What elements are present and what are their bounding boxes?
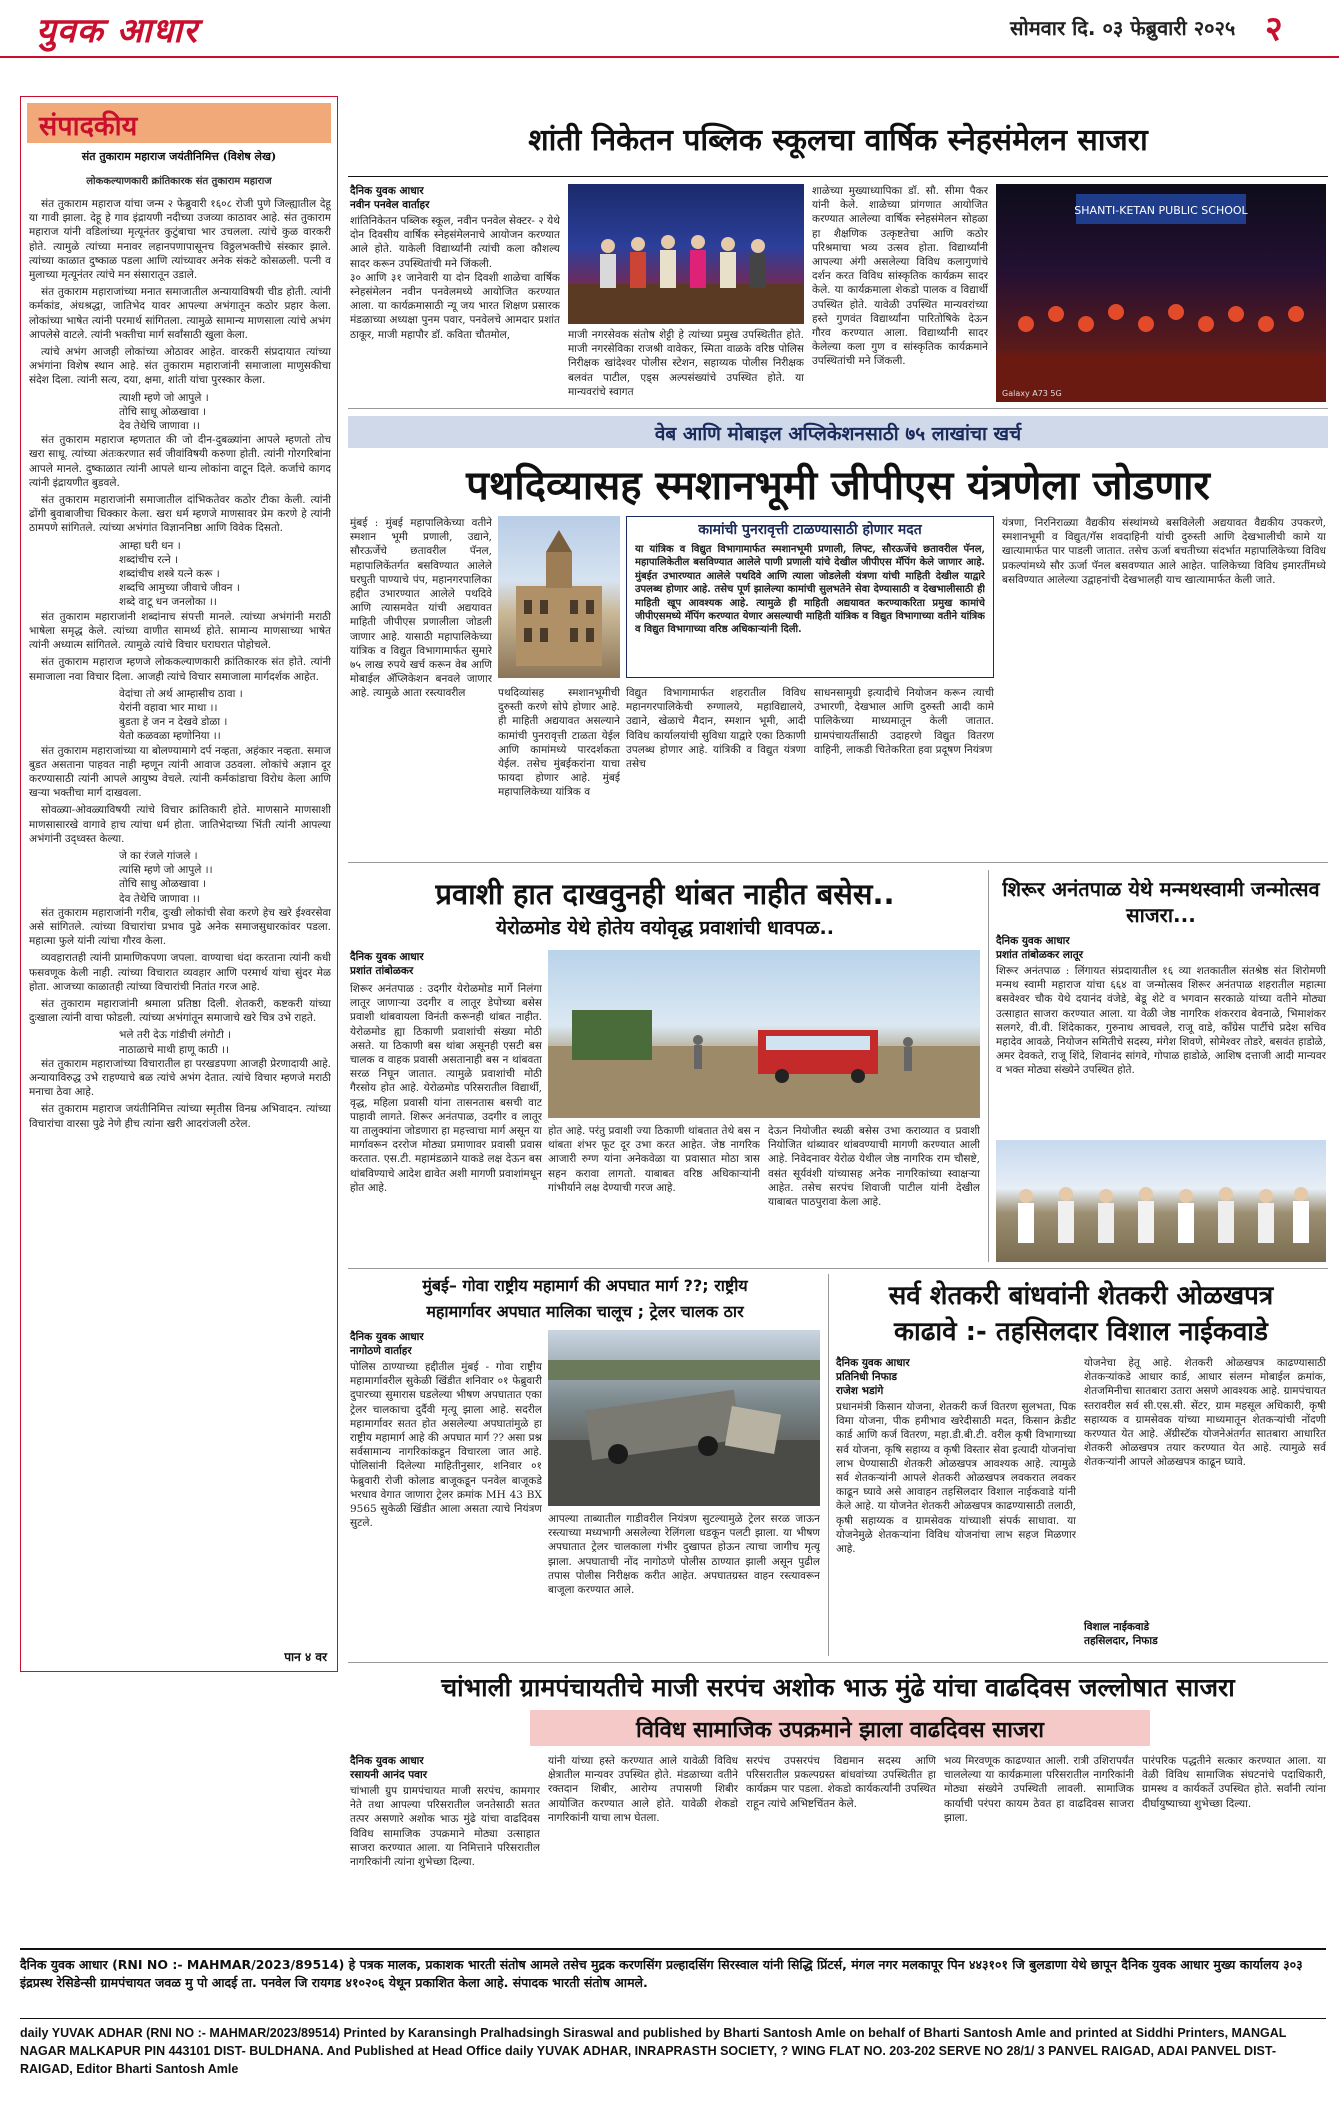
editorial-paragraph: सोवळ्या-ओवळ्याविषयी त्यांचे विचार क्रांतिकारी होते. माणसाने माणसाशी माणसासारखे वागावे हाच त्यांचा धर्म होता. जातिभेदाच्या भिंती त्यांनी आपल्या अभंगांनी उद्ध्वस्त केल्या. <box>29 804 331 845</box>
overturned-truck-icon <box>548 1330 820 1506</box>
gps-col3: विद्युत विभागामार्फत शहरातील विविध महानगरपालिकेची रुग्णालये, महाविद्यालये, उद्याने, खेळाचे मैदान, स्मशान भूमी, आदी विविध कार्यालयांची सुविधा याद्वारे एका ठिकाणी उपलब्ध होणार आहे. यांत्रिकी व विद्युत यंत्रणा तसेच <box>626 687 806 771</box>
editorial-paragraph: व्यवहारातही त्यांनी प्रामाणिकपणा जपला. वाण्याचा धंदा करताना त्यांनी कधी फसवणूक केली नाही. त्यांच्या विचारात व्यवहार आणि परमार्थ यांचा सुंदर मेळ होता. आजच्या काळातही त्यांच्या विचारांची नितांत गरज आहे. <box>29 952 331 993</box>
bus-byline: दैनिक युवक आधार प्रशांत तांबोळकर <box>350 951 424 977</box>
highway-byline: दैनिक युवक आधार नागोठणे वार्ताहर <box>350 1331 424 1357</box>
gps-headline: पथदिव्यासह स्मशानभूमी जीपीएस यंत्रणेला जोडणार <box>466 463 1210 509</box>
poem-line: शब्दांचीच शस्त्रे यत्ने करू । <box>119 568 220 581</box>
gps-col1: मुंबई : मुंबई महापालिकेच्या वतीने स्मशान भूमी प्रणाली, उद्याने, सौरऊर्जेचे छतावरील पॅनल, महापालिकेंतर्गत बसविण्यात आलेले घरघुती पाण्याचे पंप, महानगरपालिका हद्दीत उभारण्यात आलेले पथदिवे आणि त्यासमवेत यांची अद्ययावत माहिती जीपीएस प्रणालीला जोडली जाणार आहे. यासाठी महापालिकेच्या यांत्रिक व विद्युत विभागामार्फत सुमारे ७५ लाख रुपये खर्च करून वेब आणि मोबाईल अ‍ॅप्लिकेशन बनवले जाणार आहे. त्यामुळे आता रस्त्यावरील <box>350 517 492 700</box>
shirur-byline: दैनिक युवक आधार प्रशांत तांबोळकर लातूर <box>996 935 1084 961</box>
shanti-byline: दैनिक युवक आधार नवीन पनवेल वार्ताहर <box>350 185 430 211</box>
editorial-paragraph: संत तुकाराम महाराज यांचा जन्म २ फेब्रुवारी १६०८ रोजी पुणे जिल्ह्यातील देहू या गावी झाला. देहू हे गाव इंद्रायणी नदीच्या उजव्या काठावर आहे. संत तुकाराम महाराज यांनी वडिलांच्या मृत्यूनंतर कुटुंबाचा भार उचलला. त्यांचे कुळ वारकरी होते. त्यामुळे त्यांच्या मनावर लहानपणापासूनच विठ्ठलभक्तीचे संस्कार झाले. त्यांच्या काळात दुष्काळ पडला आणि त्यांच्यावर अनेक संकटे कोसळली. पत्नी व मुलाच्या मृत्यूनंतर त्यांचे मन संसारातून उडाले. <box>29 198 331 282</box>
poem-line: त्याशी म्हणे जो आपुले । <box>119 391 209 404</box>
gps-kicker-band <box>348 416 1328 448</box>
editorial-article-title: संत तुकाराम महाराज जयंतीनिमित्त (विशेष लेख) <box>81 150 277 163</box>
editorial-header <box>27 103 331 143</box>
gps-col5: यंत्रणा, निरनिराळ्या वैद्यकीय संस्थांमध्ये बसविलेली अद्ययावत वैद्यकीय उपकरणे, स्मशानभूमी व विद्युत/गॅस शवदाहिनी यांची दुरुस्ती आणि देखभालीची कामे या खात्यामार्फत पार पाडली जातात. तसेच ऊर्जा बचतीच्या संदर्भात महापालिकेच्या विविध प्रकल्पांमध्ये सौर ऊर्जा पॅनल बसवण्यात आले आहेत. पालिकेच्या विविध इमारतींमध्ये बसविण्यात आलेल्या उद्वाहनांची देखभालही याच खात्यामार्फत केली जाते. <box>1002 517 1326 586</box>
poem-line: देव तेथेचि जाणावा ।। <box>119 892 200 905</box>
editorial-paragraph: संत तुकाराम महाराज जयंतीनिमित्त त्यांच्या स्मृतीस विनम्र अभिवादन. त्यांच्या विचारांचा वारसा पुढे नेणे हीच त्यांना खरी आदरांजली ठरेल. <box>29 1103 331 1130</box>
shirur-headline: शिरूर अनंतपाळ येथे मन्मथस्वामी जन्मोत्सव साजरा... <box>1002 877 1320 927</box>
rule <box>20 1948 1326 1950</box>
editorial-poem <box>29 391 331 434</box>
masthead <box>0 0 1339 58</box>
gps-inset-text: या यांत्रिक व विद्युत विभागामार्फत स्मशानभूमी प्रणाली, लिफ्ट, सौरऊर्जेचे छतावरील पॅनल, महापालिकेतील बसविण्यात आलेले पाणी प्रणाली यांचे देखील जीपीएस मॅपिंग केले जाणार आहे. मुंबईत उभारण्यात आलेले पथदिवे आणि त्याला जोडलेली यंत्रणा यांची माहिती देखील याद्वारे उपलब्ध होणार आहे. तसेच पूर्ण झालेल्या कामांची सुलभतेने सेवा देण्यासाठी व देखभालीसाठी ही माहिती खूप आवश्यक आहे. त्यामुळे ही माहिती अद्ययावत करण्याकरिता प्रमुख कामांचे जीपीएसमध्ये मॅपिंग करण्यात येणार असल्याची माहिती यांत्रिक व विद्युत विभागाच्या वतीने यांत्रिक व विद्युत विभागाच्या वरिष्ठ अधिकाऱ्यांनी दिली. <box>635 544 985 636</box>
editorial-poem <box>29 687 331 744</box>
shanti-stage-photo <box>568 184 804 324</box>
shanti-col2: माजी नगरसेवक संतोष शेट्टी हे त्यांच्या प्रमुख उपस्थितीत होते. माजी नगरसेविका राजश्री वावेकर, स्मिता वाळके वरिष्ठ पोलिस निरीक्षक खांदेश्वर पोलीस स्टेशन, सहाय्यक पोलीस निरीक्षक बलवंत पाटील, एड्स अल्पसंख्यांचे उपस्थित होते. या मान्यवरांचे स्वागत <box>568 329 804 398</box>
bus-stop-photo <box>548 950 980 1118</box>
bus-headline: प्रवाशी हात दाखवुनही थांबत नाहीत बसेस.. <box>435 877 895 911</box>
poem-line: शब्दांचीच रत्ने । <box>119 553 178 566</box>
rule <box>348 408 1328 409</box>
stage-dance-icon <box>996 184 1326 402</box>
poem-line: नाठाळाचे माथी हाणू काठी ।। <box>119 1043 229 1056</box>
bmc-building-photo <box>498 516 620 678</box>
editorial-paragraph: संत तुकाराम महाराजांनी गरीब, दुःखी लोकांची सेवा करणे हेच खरे ईश्वरसेवा असे सांगितले. त्यांच्या विचारांचा प्रभाव पुढे अनेक समाजसुधारकांवर पडला. महात्मा फुले यांनी त्यांचा गौरव केला. <box>29 906 331 948</box>
svg-text:SHANTI-KETAN PUBLIC SCHOOL: SHANTI-KETAN PUBLIC SCHOOL <box>1074 204 1248 217</box>
rule <box>348 1268 1328 1269</box>
accident-photo <box>548 1330 820 1506</box>
editorial-paragraph: संत तुकाराम महाराजांनी शब्दांनाच संपत्ती मानले. त्यांच्या अभंगांनी मराठी भाषेला समृद्ध केले. त्यांच्या वाणीत सामर्थ्य होते. सामान्य माणसाच्या भाषेत त्यांनी अध्यात्म सांगितले. त्यामुळे त्यांचे विचार घराघरात पोहोचले. <box>29 610 331 652</box>
crowd-icon <box>996 1140 1326 1262</box>
highway-headline-2: महामार्गावर अपघात मालिका चालूच ; ट्रेलर चालक ठार <box>426 1302 744 1321</box>
poem-line: शब्दे वाटू धन जनलोका ।। <box>119 596 217 609</box>
editorial-title: संपादकीय <box>39 111 138 142</box>
gps-kicker: वेब आणि मोबाइल अप्लिकेशनसाठी ७५ लाखांचा खर्च <box>654 423 1022 445</box>
poem-line: जे का रंजले गांजले । <box>119 849 198 862</box>
editorial-paragraph: संत तुकाराम महाराज म्हणतात की जो दीन-दुबळ्यांना आपले म्हणतो तोच खरा साधू. त्यांच्या अंतःकरणात सर्व जीवांविषयी करुणा होती. त्यांनी गोरगरिबांना आपले मानले. दुष्काळात त्यांनी आपले धान्य लोकांना वाटून दिले. कर्जाचे कागद त्यांनी इंद्रायणीत बुडवले. <box>29 434 331 489</box>
rule <box>348 862 1328 863</box>
bus-col3: देऊन नियोजीत स्थळी बसेस उभा कराव्यात व प्रवाशी नियोजित थांब्यावर थांबवण्याची मागणी करण्यात आली आहे. निवेदनावर येरोळ येथील जेष्ठ नागरिक राम चौसष्टे, वसंत सूर्यवंशी यांच्यासह अनेक नागरिकांच्या स्वाक्षऱ्या आहेत. तसेच सरपंच शिवाजी पाटील यांनी देखील याबाबत पाठपुरावा केला आहे. <box>768 1125 980 1209</box>
poem-line: वेदांचा तो अर्थ आम्हासीच ठावा । <box>119 687 243 700</box>
farmers-col1: प्रधानमंत्री किसान योजना, शेतकरी कर्ज वितरण सुलभता, पिक विमा योजना, पीक हमीभाव खरेदीसाठी मदत, किसान क्रेडीट कार्ड आणि कर्ज वितरण, महा.डी.बी.टी. वरील कृषी विभागाच्या सर्व योजना, कृषि सहाय्य व कृषी विस्तार सेवा इत्यादी योजनांचा लाभ घेण्यासाठी शेतकरी ओळखपत्र आवश्यक आहे. त्यामुळे सर्व शेतकऱ्यांनी आपले शेतकरी ओळखपत्र लवकरात लवकर काढून घ्यावे असे आवाहन तहसिलदार विशाल नाईकवाडे यांनी केले आहे. या योजनेत शेतकरी ओळखपत्र काढण्यासाठी तलाठी, कृषी सहाय्यक व ग्रामसेवक यांच्याशी संपर्क साधावा. या योजनेमुळे शेतकऱ्यांना विविध योजनांचा लाभ सहज मिळणार आहे. <box>836 1401 1076 1556</box>
shirur-text: शिरूर अनंतपाळ : लिंगायत संप्रदायातील १६ व्या शतकातील संतश्रेष्ठ संत शिरोमणी मन्मथ स्वामी महाराज यांचा ६६४ वा जन्मोत्सव शिरूर अनंतपाळ शहरातील महात्मा बसवेश्वर चौक येथे दयानंद वंजेडे, बेडू शेटे व भगवान सरकाळे यांच्या वतीने मोठ्या उत्साहात साजरा करण्यात आला. या वेळी जेष्ठ नागरिक शंकरराव बेवनाळे, भिमाशंकर सलगरे, वी.वी. शिंदेकाकर, गुरुनाथ आचवले, राजू वाडे, काँग्रेस पार्टीचे प्रदेश सचिव महादेव आवळे, नियोजन समितीचे सदस्य, मंगेश शिवणे, सोमेश्वर तोडरे, बसवंत हाडोळे, अमर देवकते, राजू शिंदे, शिवानंद सांगवे, गोपाळ हाडोळे, आशिष दत्ताजी आदी मान्यवर व भक्त मोठ्या संख्येने उपस्थित होते. <box>996 965 1326 1077</box>
poem-line: येरांनी वहावा भार माथा ।। <box>119 701 218 714</box>
farmers-headline-2: काढावे :- तहसिलदार विशाल नाईकवाडे <box>894 1317 1268 1347</box>
birthday-col2: यांनी यांच्या हस्ते करण्यात आले यावेळी विविध क्षेत्रातील मान्यवर उपस्थित होते. मंडळाच्या वतीने रक्तदान शिबीर, आरोग्य तपासणी शिबीर आयोजित करण्यात आले होते. यावेळी शेकडो नागरिकांनी याचा लाभ घेतला. <box>548 1755 738 1824</box>
bus-col1: शिरूर अनंतपाळ : उदगीर येरोळमोड मार्गे निलंगा लातूर जाणाऱ्या उदगीर व लातूर डेपोच्या बसेस प्रवाशी थांबवायला विनंती करूनही थांबत नाहीत. येरोळमोड ह्या ठिकाणी प्रवाशांची संख्या मोठी असते. या ठिकाणी बस थांबा असूनही एसटी बस चालक व वाहक प्रवासी असतानाही बस न थांबवता सरळ निघून जातात. त्यामुळे प्रवाशांची मोठी गैरसोय होत आहे. येरोळमोड परिसरातील विद्यार्थी, वृद्ध, महिला प्रवासी यांना तासनतास बसची वाट पाहावी लागते. शिरूर अनंतपाळ, उदगीर व लातूर या तालुक्यांना जोडणारा हा महत्त्वाचा मार्ग असून या मार्गावरून दररोज मोठ्या प्रमाणावर प्रवासी प्रवास करतात. एस.टी. महामंडळाने याकडे लक्ष देऊन बस थांबविण्याचे आदेश द्यावेत अशी मागणी प्रवाशांमधून होत आहे. <box>350 983 542 1194</box>
bus-subhead: येरोळमोड येथे होतेय वयोवृद्ध प्रवाशांची धावपळ.. <box>496 917 834 939</box>
stage-people-icon <box>568 184 804 324</box>
highway-headline-1: मुंबई– गोवा राष्ट्रीय महामार्ग की अपघात मार्ग ??; राष्ट्रीय <box>422 1276 748 1295</box>
editorial-paragraph: त्यांचे अभंग आजही लोकांच्या ओठावर आहेत. वारकरी संप्रदायात त्यांच्या अभंगांना विशेष स्थान आहे. संत तुकाराम महाराजांनी समाजाला माणुसकीचा संदेश दिला. त्यांनी सत्य, दया, क्षमा, शांती यांचा पुरस्कार केला. <box>29 346 331 387</box>
birthday-subhead-band <box>530 1710 1150 1746</box>
rule <box>988 870 989 1262</box>
farmers-col2: योजनेचा हेतू आहे. शेतकरी ओळखपत्र काढण्यासाठी शेतकऱ्यांकडे आधार कार्ड, आधार संलग्न मोबाईल क्रमांक, शेतजमिनीचा सातबारा उतारा असणे आवश्यक आहे. ग्रामपंचायत स्तरावरील सर्व सी.एस.सी. सेंटर, ग्राम महसूल अधिकारी, कृषी सहाय्यक व ग्रामसेवक यांच्या माध्यमातून शेतकऱ्यांची नोंदणी करण्यात येत आहे. ॲग्रीस्टॅक योजनेअंतर्गत सातबारा आधारित शेतकरी ओळखपत्र तयार करण्यात येत आहे. त्यामुळे सर्व शेतकऱ्यांनी आपले ओळखपत्र काढून घ्यावे. <box>1084 1357 1326 1469</box>
editorial-poem <box>29 1028 331 1056</box>
poem-line: देव तेथेचि जाणावा ।। <box>119 420 200 433</box>
shanti-headline: शांती निकेतन पब्लिक स्कूलचा वार्षिक स्नेहसंमेलन साजरा <box>528 123 1148 158</box>
poem-line: तोचि साधू ओळखावा । <box>119 405 206 418</box>
rule <box>348 176 1328 177</box>
birthday-col4: भव्य मिरवणूक काढण्यात आली. रात्री उशिरापर्यंत चाललेल्या या कार्यक्रमाला परिसरातील नागरिकांनी मोठ्या संख्येने उपस्थिती लावली. सामाजिक कार्याची परंपरा कायम ठेवत हा वाढदिवस साजरा झाला. <box>944 1755 1134 1824</box>
birthday-col1: चांभाली ग्रुप ग्रामपंचायत माजी सरपंच, कामगार नेते तथा आपल्या परिसरातील जनतेसाठी सतत तत्पर असणारे अशोक भाऊ मुंढे यांचा वाढदिवस विविध सामाजिक उपक्रमाने मोठ्या उत्साहात साजरा करण्यात आला. या निमित्ताने परिसरातील नागरिकांनी त्यांना शुभेच्छा दिल्या. <box>350 1785 540 1869</box>
poem-line: तोचि साधु ओळखावा । <box>119 878 206 891</box>
editorial-poem <box>29 539 331 610</box>
poem-line: शब्दचि आमुच्या जीवाचे जीवन । <box>119 582 240 595</box>
imprint-english: daily YUVAK ADHAR (RNI NO :- MAHMAR/2023/89514) Printed by Karansingh Pralhadsingh Siraswal and published by Bharti Santosh Amle on behalf of Bharti Santosh Amle and printed at Siddhi Printers, MANGAL NAGAR MALKAPUR PIN 443101 DIST- BULDHANA. And Published at Head Office daily YUVAK ADHAR, INRAPRASTH SOCIETY, ? WING FLAT NO. 203-202 SERVE NO 28/1/ 3 PANVEL RAIGAD, ADAI PANVEL DIST- RAIGAD, Editor Bharti Santosh Amle <box>20 2026 1287 2076</box>
shanti-col3: शाळेच्या मुख्याध्यापिका डॉ. सौ. सीमा पैकर यांनी केले. शाळेच्या प्रांगणात आयोजित करण्यात आलेल्या वार्षिक स्नेहसंमेलन सोहळा हा शैक्षणिक उत्कृष्टतेचा आणि कठोर परिश्रमाचा भव्य उत्सव होता. विद्यार्थ्यांनी आपल्या अंगी असलेल्या विविध कलागुणांचे दर्शन करत विविध सांस्कृतिक कार्यक्रम सादर केले. या कार्यक्रमाला शेकडो पालक व विद्यार्थी उपस्थित होते. यावेळी उपस्थित मान्यवरांच्या हस्ते गुणवंत विद्यार्थ्यांना पारितोषिके देऊन गौरव करण्यात आला. विद्यार्थ्यांनी सादर केलेल्या कला गुण व सांस्कृतिक कार्यक्रमाने उपस्थितांची मने जिंकली. <box>812 185 988 368</box>
editorial-article-subtitle: लोककल्याणकारी क्रांतिकारक संत तुकाराम महाराज <box>86 176 272 187</box>
bus-col2: होत आहे. परंतु प्रवाशी ज्या ठिकाणी थांबतात तेथे बस न थांबता शंभर फूट दूर उभा करत आहेत. जेष्ठ नागरिक आजारी रुग्ण यांना अनेकवेळा या प्रवासात मोठा त्रास सहन करावा लागतो. याबाबत वरिष्ठ अधिकाऱ्यांनी गांभीर्याने लक्ष देण्याची गरज आहे. <box>548 1125 760 1194</box>
highway-col1: पोलिस ठाण्याच्या हद्दीतील मुंबई - गोवा राष्ट्रीय महामार्गावरील सुकेळी खिंडीत शनिवार ०१ फेब्रुवारी दुपारच्या सुमारास घडलेल्या भीषण अपघातात एका ट्रेलर चालकाचा दुर्दैवी मृत्यू झाला आहे. सदरील महामार्गावर सतत होत असलेल्या अपघातांमुळे हा राष्ट्रीय महामार्ग आहे की अपघात मार्ग ?? असा प्रश्न सर्वसामान्य नागरिकांकडून विचारला जात आहे. पोलिसांनी दिलेल्या माहितीनुसार, शनिवार ०१ फेब्रुवारी रोजी कोलाड बाजूकडून पनवेल बाजूकडे भरधाव वेगात जाणारा ट्रेलर क्रमांक MH 43 BX 9565 सुकेळी खिंडीत आला असता त्याचे नियंत्रण सुटले. <box>350 1361 542 1530</box>
editorial-paragraph: संत तुकाराम महाराज म्हणजे लोककल्याणकारी क्रांतिकारक संत होते. त्यांनी समाजाला नवा विचार दिला. आजही त्यांचे विचार समाजाला मार्गदर्शक आहेत. <box>29 656 331 683</box>
editorial-body <box>29 197 331 1659</box>
birthday-col3: सरपंच उपसरपंच विद्यमान सदस्य आणि परिसरातील प्रकल्पग्रस्त बांधवांच्या उपस्थितीत हा कार्यक्रम पार पडला. शेकडो कार्यकर्त्यांनी उपस्थित राहून त्यांचे अभिष्टचिंतन केले. <box>746 1755 936 1810</box>
editorial-paragraph: संत तुकाराम महाराजांच्या या बोलण्यामागे दर्प नव्हता, अहंकार नव्हता. समाज बुडत असताना पाहवत नाही म्हणून त्यांनी आवाज उठवला. लोकांचे अज्ञान दूर करण्यासाठी त्यांनी आपले आयुष्य वेचले. त्यांनी कर्मकांडाचा विरोध केला आणि खऱ्या भक्तीचा मार्ग दाखवला. <box>29 744 331 800</box>
shirur-photo <box>996 1140 1326 1262</box>
gps-col4: साधनसामुग्री इत्यादीचे नियोजन करून त्याची उभारणी, देखभाल आणि दुरुस्ती आदी कामे पालिकेच्या माध्यमातून केली जातात. ग्रामपंचायतींसाठी उदाहरणे विद्युत वितरण वाहिनी, लाकडी चितेकरिता हवा प्रदूषण नियंत्रण <box>814 687 994 756</box>
gps-inset <box>626 516 994 678</box>
editorial-poem <box>29 849 331 906</box>
editorial-paragraph: संत तुकाराम महाराजांनी समाजातील दांभिकतेवर कठोर टीका केली. त्यांनी ढोंगी बुवाबाजीचा धिक्कार केला. खरा धर्म म्हणजे माणसावर प्रेम करणे हे त्यांनी ठामपणे सांगितले. त्यांच्या अभंगांत विज्ञाननिष्ठा आणि विवेक दिसतो. <box>29 494 331 535</box>
poem-line: आम्हा घरी धन । <box>119 539 181 552</box>
rule <box>348 1662 1328 1663</box>
poem-line: बुडता हे जन न देखवे डोळा । <box>119 716 228 729</box>
imprint-marathi: दैनिक युवक आधार (RNI NO :- MAHMAR/2023/89514) हे पत्रक मालक, प्रकाशक भारती संतोष आमले तसेच मुद्रक करणसिंग प्रल्हादसिंग सिरस्वाल यांनी सिद्धि प्रिंटर्स, मंगल नगर मलकापूर पिन ४४३१०१ जि बुलडाणा येथे छापून दैनिक युवक आधार मुख्य कार्यालय ३०३ इंद्रप्रस्थ रेसिडेन्सी ग्रामपंचायत जवळ मु पो आदई ता. पनवेल जि रायगड ४१०२०६ येथून प्रकाशित केला आहे. संपादक भारती संतोष आमले. <box>20 1957 1303 1990</box>
farmers-signature: विशाल नाईकवाडे तहसिलदार, निफाड <box>1084 1621 1158 1647</box>
bus-icon <box>548 950 980 1118</box>
editorial-paragraph: संत तुकाराम महाराजांच्या मनात समाजातील अन्यायाविषयी चीड होती. त्यांनी कर्मकांड, अंधश्रद्धा, जातिभेद यावर आपल्या अभंगातून कठोर प्रहार केला. लोकांच्या भाषेत त्यांनी परमार्थ सांगितला. त्यामुळे सामान्य माणसाला त्यांचे अभंग आपलेसे वाटले. त्यांनी भक्तीचा मार्ग सर्वांसाठी खुला केला. <box>29 286 331 341</box>
editorial-continued[interactable]: पान ४ वर <box>284 1650 327 1664</box>
birthday-headline: चांभाली ग्रामपंचायतीचे माजी सरपंच अशोक भाऊ मुंढे यांचा वाढदिवस जल्लोषात साजरा <box>441 1673 1235 1702</box>
gps-col2: पथदिव्यांसह स्मशानभूमीची दुरुस्ती करणे सोपे होणार आहे. ही माहिती अद्ययावत असल्याने कामांची पुनरावृत्ती टाळता येईल आणि कामांमध्ये पारदर्शकता येईल. तसेच मुंबईकरांना याचा फायदा होणार आहे. मुंबई महापालिकेच्या यांत्रिक व <box>498 687 620 799</box>
poem-line: भले तरी देऊ गांडीची लंगोटी । <box>119 1029 232 1042</box>
gps-inset-title: कामांची पुनरावृत्ती टाळण्यासाठी होणार मदत <box>698 522 922 538</box>
rule <box>20 2018 1326 2019</box>
poem-line: येतो कळवळा म्हणोनिया ।। <box>119 730 221 743</box>
editorial-paragraph: संत तुकाराम महाराजांच्या विचारातील हा परखडपणा आजही प्रेरणादायी आहे. अन्यायाविरुद्ध उभे राहण्याचे बळ त्यांचे अभंग देतात. त्यांचे विचार म्हणजे मराठी मनाचा ठेवा आहे. <box>29 1057 331 1099</box>
masthead-date: सोमवार दि. ०३ फेब्रुवारी २०२५ <box>1010 16 1236 40</box>
editorial-paragraph: संत तुकाराम महाराजांनी श्रमाला प्रतिष्ठा दिली. शेतकरी, कष्टकरी यांच्या दुःखाला त्यांनी वाचा फोडली. त्यांच्या अभंगांतून समाजाचे खरे चित्र उभे राहते. <box>29 997 331 1025</box>
editorial-column <box>20 96 338 1672</box>
birthday-byline: दैनिक युवक आधार रसायनी आनंद पवार <box>350 1755 428 1781</box>
building-icon <box>498 516 620 678</box>
farmers-headline-1: सर्व शेतकरी बांधवांनी शेतकरी ओळखपत्र <box>888 1281 1274 1311</box>
highway-col2: आपल्या ताब्यातील गाडीवरील नियंत्रण सुटल्यामुळे ट्रेलर सरळ जाऊन रस्त्याच्या मध्यभागी असलेल्या रेलिंगला धडकून पलटी झाला. या भीषण अपघातात ट्रेलर चालकाला गंभीर दुखापत होऊन त्याचा जागीच मृत्यू झाला. अपघाताची नोंद नागोठणे पोलीस ठाण्यात झाली असून पुढील तपास पोलीस निरीक्षक करीत आहेत. अपघातग्रस्त वाहन रस्त्यावरून बाजूला करण्यात आले. <box>548 1513 820 1597</box>
photo-caption: Galaxy A73 5G <box>1002 389 1062 398</box>
farmers-byline: दैनिक युवक आधार प्रतिनिधी निफाड राजेश भडांगे <box>836 1357 910 1397</box>
birthday-col5: पारंपरिक पद्धतीने सत्कार करण्यात आला. या वेळी विविध सामाजिक संघटनांचे पदाधिकारी, ग्रामस्थ व कार्यकर्ते उपस्थित होते. सर्वांनी त्यांना दीर्घायुष्याच्या शुभेच्छा दिल्या. <box>1142 1755 1326 1810</box>
page-number: २ <box>1265 9 1283 49</box>
rule <box>828 1274 829 1656</box>
masthead-logo: युवक आधार <box>36 11 198 51</box>
shanti-col1: शांतिनिकेतन पब्लिक स्कूल, नवीन पनवेल सेक्टर- २ येथे दोन दिवसीय वार्षिक स्नेहसंमेलनाचे आयोजन करण्यात आले होते. याकेली विद्यार्थ्यांनी त्यांची कला कौशल्य सादर करून उपस्थितांची मने जिंकली. ३० आणि ३१ जानेवारी या दोन दिवशी शाळेचा वार्षिक स्नेहसंमेलन नवीन पनवेलमध्ये आयोजित करण्यात आला. या कार्यक्रमासाठी न्यू जय भारत शिक्षण प्रसारक मंडळाच्या अध्यक्षा पुनम पवार, पनवेलचे आमदार प्रशांत ठाकूर, माजी महापौर डॉ. कविता चौतमोल, <box>350 215 560 341</box>
poem-line: त्यांसि म्हणे जो आपुले ।। <box>119 864 213 877</box>
shanti-dance-photo <box>996 184 1326 402</box>
birthday-subhead: विविध सामाजिक उपक्रमाने झाला वाढदिवस साजरा <box>636 1718 1044 1743</box>
